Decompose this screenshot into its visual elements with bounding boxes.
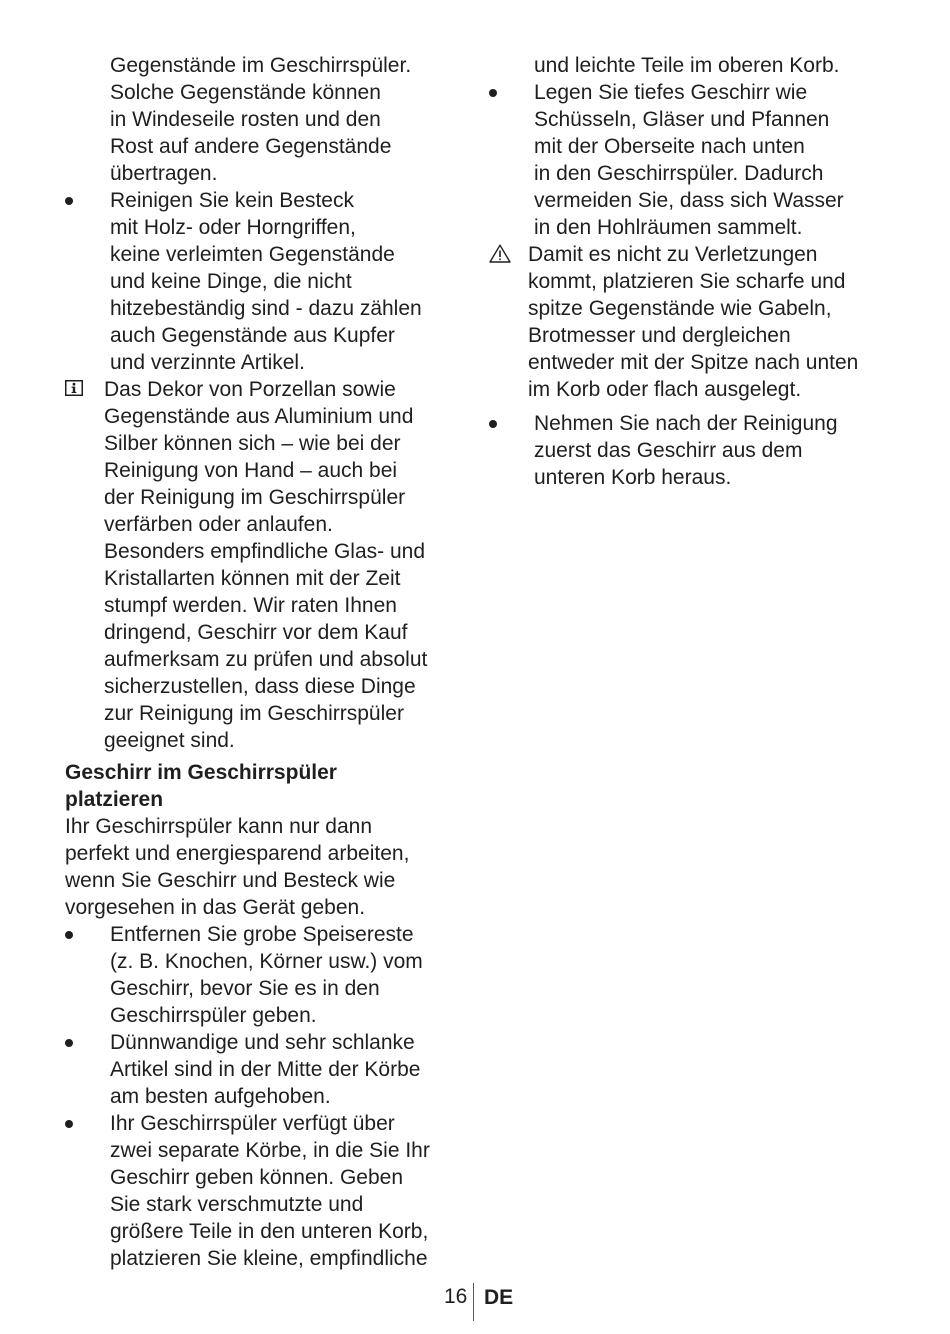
heading-line: Geschirr im Geschirrspüler bbox=[65, 761, 337, 784]
text-line: Gegenstände im Geschirrspüler. bbox=[110, 54, 412, 77]
text-line: unteren Korb heraus. bbox=[534, 466, 732, 489]
spacer bbox=[489, 403, 909, 410]
text-line: kommt, platzieren Sie scharfe und bbox=[528, 270, 846, 293]
bullet-icon bbox=[65, 1039, 73, 1047]
text-line: geeignet sind. bbox=[104, 729, 235, 752]
warning-triangle-icon bbox=[489, 244, 511, 263]
text-line: dringend, Geschirr vor dem Kauf bbox=[104, 621, 408, 644]
text-line: der Reinigung im Geschirrspüler bbox=[104, 486, 406, 509]
continued-paragraph bbox=[65, 52, 465, 187]
text-line: größere Teile in den unteren Korb, bbox=[110, 1220, 429, 1243]
language-code: DE bbox=[484, 1286, 514, 1309]
text-line: Gegenstände aus Aluminium und bbox=[104, 405, 414, 428]
info-note bbox=[65, 376, 465, 754]
text-line: in den Geschirrspüler. Dadurch bbox=[534, 162, 824, 185]
text-line: Brotmesser und dergleichen bbox=[528, 324, 791, 347]
text-line: und keine Dinge, die nicht bbox=[110, 270, 352, 293]
text-line: vorgesehen in das Gerät geben. bbox=[65, 896, 366, 919]
bullet-icon bbox=[65, 197, 73, 205]
text-line: Schüsseln, Gläser und Pfannen bbox=[534, 108, 830, 131]
page-footer bbox=[0, 1283, 950, 1323]
bullet-icon bbox=[489, 420, 497, 428]
text-line: Silber können sich – wie bei der bbox=[104, 432, 401, 455]
text-line: wenn Sie Geschirr und Besteck wie bbox=[65, 869, 396, 892]
text-line: Geschirr, bevor Sie es in den bbox=[110, 977, 380, 1000]
text-line: platzieren Sie kleine, empfindliche bbox=[110, 1247, 428, 1270]
text-line: perfekt und energiesparend arbeiten, bbox=[65, 842, 410, 865]
text-line: keine verleimten Gegenstände bbox=[110, 243, 395, 266]
text-line: Reinigen Sie kein Besteck bbox=[110, 189, 354, 212]
bullet-icon bbox=[65, 931, 73, 939]
text-line: Geschirrspüler geben. bbox=[110, 1004, 317, 1027]
text-line: hitzebeständig sind - dazu zählen bbox=[110, 297, 422, 320]
text-line: sicherzustellen, dass diese Dinge bbox=[104, 675, 416, 698]
text-line: am besten aufgehoben. bbox=[110, 1085, 331, 1108]
footer-divider bbox=[473, 1283, 474, 1321]
text-line: mit Holz- oder Horngriffen, bbox=[110, 216, 356, 239]
text-line: Artikel sind in der Mitte der Körbe bbox=[110, 1058, 421, 1081]
intro-paragraph bbox=[65, 813, 465, 921]
text-line: Ihr Geschirrspüler kann nur dann bbox=[65, 815, 372, 838]
bullet-item bbox=[489, 410, 909, 491]
text-line: Legen Sie tiefes Geschirr wie bbox=[534, 81, 808, 104]
text-line: Geschirr geben können. Geben bbox=[110, 1166, 404, 1189]
bullet-item bbox=[65, 921, 465, 1029]
section-heading bbox=[65, 759, 465, 813]
text-line: übertragen. bbox=[110, 162, 218, 185]
text-line: zuerst das Geschirr aus dem bbox=[534, 439, 803, 462]
text-line: auch Gegenstände aus Kupfer bbox=[110, 324, 395, 347]
text-line: Sie stark verschmutzte und bbox=[110, 1193, 364, 1216]
text-line: Dünnwandige und sehr schlanke bbox=[110, 1031, 415, 1054]
text-line: Solche Gegenstände können bbox=[110, 81, 381, 104]
text-line: und verzinnte Artikel. bbox=[110, 351, 305, 374]
text-line: Besonders empfindliche Glas- und bbox=[104, 540, 426, 563]
text-line: vermeiden Sie, dass sich Wasser bbox=[534, 189, 844, 212]
text-line: zur Reinigung im Geschirrspüler bbox=[104, 702, 404, 725]
text-line: Rost auf andere Gegenstände bbox=[110, 135, 392, 158]
text-line: verfärben oder anlaufen. bbox=[104, 513, 333, 536]
bullet-item bbox=[65, 1029, 465, 1110]
text-line: im Korb oder flach ausgelegt. bbox=[528, 378, 802, 401]
text-line: in Windeseile rosten und den bbox=[110, 108, 381, 131]
continued-paragraph bbox=[489, 52, 909, 79]
text-line: und leichte Teile im oberen Korb. bbox=[534, 54, 840, 77]
right-column bbox=[489, 52, 909, 491]
text-line: entweder mit der Spitze nach unten bbox=[528, 351, 859, 374]
bullet-item bbox=[65, 1110, 465, 1272]
text-line: Das Dekor von Porzellan sowie bbox=[104, 378, 396, 401]
page-number: 16 bbox=[444, 1285, 468, 1308]
heading-line: platzieren bbox=[65, 788, 164, 811]
text-line: mit der Oberseite nach unten bbox=[534, 135, 805, 158]
text-line: Nehmen Sie nach der Reinigung bbox=[534, 412, 838, 435]
bullet-icon bbox=[489, 89, 497, 97]
warning-note bbox=[489, 241, 909, 403]
text-line: aufmerksam zu prüfen und absolut bbox=[104, 648, 428, 671]
text-line: Damit es nicht zu Verletzungen bbox=[528, 243, 818, 266]
bullet-item bbox=[489, 79, 909, 241]
text-line: spitze Gegenstände wie Gabeln, bbox=[528, 297, 832, 320]
text-line: zwei separate Körbe, in die Sie Ihr bbox=[110, 1139, 430, 1162]
bullet-icon bbox=[65, 1120, 73, 1128]
text-line: Reinigung von Hand – auch bei bbox=[104, 459, 398, 482]
text-line: Entfernen Sie grobe Speisereste bbox=[110, 923, 414, 946]
text-line: (z. B. Knochen, Körner usw.) vom bbox=[110, 950, 423, 973]
text-line: stumpf werden. Wir raten Ihnen bbox=[104, 594, 397, 617]
text-line: in den Hohlräumen sammelt. bbox=[534, 216, 803, 239]
info-icon bbox=[65, 380, 83, 396]
bullet-item bbox=[65, 187, 465, 376]
text-line: Kristallarten können mit der Zeit bbox=[104, 567, 401, 590]
left-column bbox=[65, 52, 465, 1272]
text-line: Ihr Geschirrspüler verfügt über bbox=[110, 1112, 395, 1135]
